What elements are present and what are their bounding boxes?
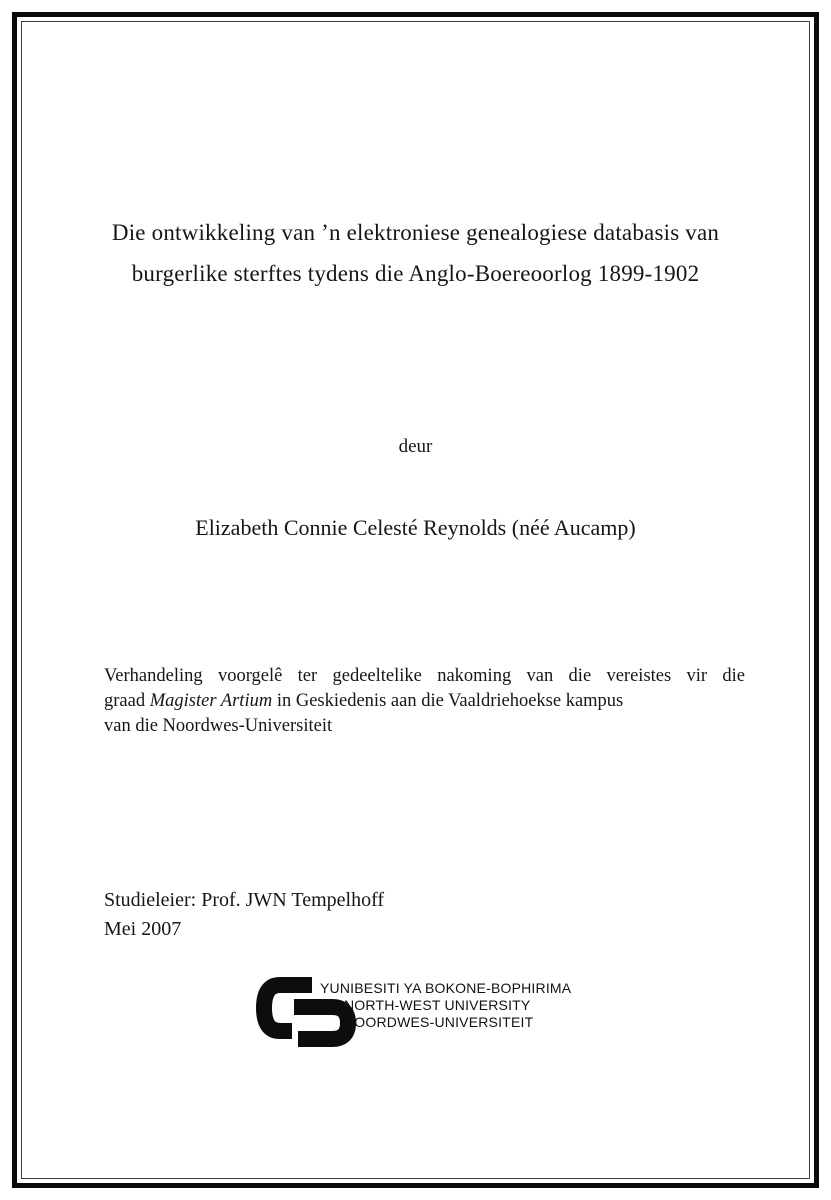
- statement-line3: van die Noordwes-Universiteit: [104, 716, 333, 736]
- university-logo: [254, 969, 594, 1053]
- statement-line2: [104, 689, 745, 714]
- university-name-setswana: YUNIBESITI YA BOKONE-BOPHIRIMA: [320, 980, 572, 996]
- statement-line2-prefix: graad: [104, 691, 146, 711]
- university-logo-text: [320, 980, 571, 1031]
- degree-name-italic: Magister Artium: [149, 691, 273, 711]
- author-name: Elizabeth Connie Celesté Reynolds (néé Aucamp): [195, 515, 636, 540]
- date-line: Mei 2007: [104, 918, 182, 940]
- byline-deur: deur: [398, 436, 433, 457]
- university-name-english: NORTH-WEST UNIVERSITY: [344, 997, 531, 1013]
- thesis-title-line2: burgerlike sterftes tydens die Anglo-Boereoorlog 1899-1902: [131, 261, 700, 286]
- thesis-title: [60, 212, 771, 294]
- university-name-afrikaans: NOORDWES-UNIVERSITEIT: [344, 1014, 534, 1030]
- statement-line2-suffix: in Geskiedenis aan die Vaaldriehoekse kampus: [276, 691, 624, 711]
- supervisor-line: Studieleier: Prof. JWN Tempelhoff: [104, 889, 385, 911]
- submission-statement: [104, 664, 745, 739]
- statement-line1: Verhandeling voorgelê ter gedeeltelike nakoming van die vereistes vir die: [104, 666, 745, 686]
- supervisor-block: [104, 886, 384, 944]
- thesis-title-line1: Die ontwikkeling van ’n elektroniese genealogiese databasis van: [111, 220, 720, 245]
